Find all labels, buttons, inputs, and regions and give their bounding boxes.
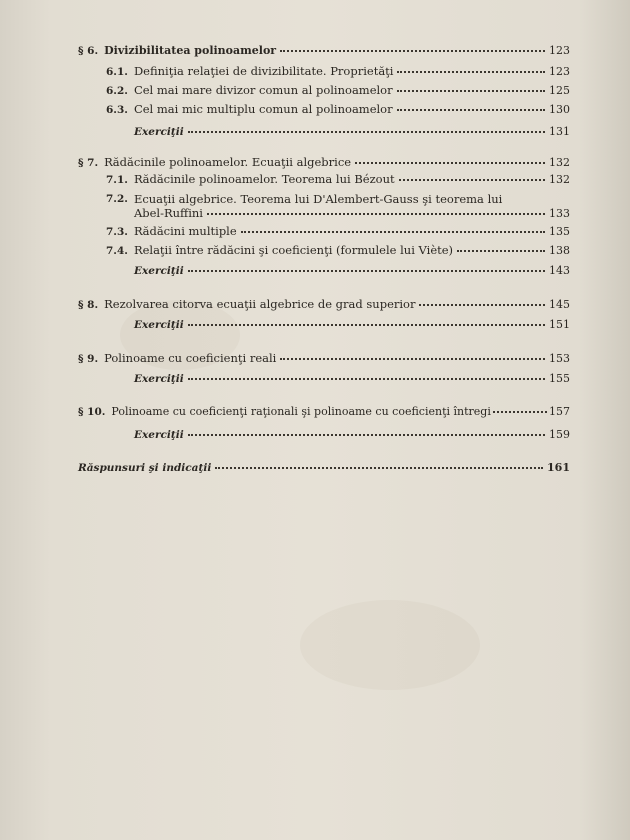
toc-entry-s10 — [78, 405, 570, 419]
page-number: 161 — [547, 461, 570, 474]
section-title: Rădăcinile polinoamelor. Ecuaţii algebrice — [104, 155, 352, 169]
dot-leader — [188, 434, 545, 436]
toc-entry-s9-exercises — [134, 372, 570, 386]
toc-entry-s7 — [78, 155, 570, 170]
toc-entry-s10-exercises — [134, 428, 570, 442]
dot-leader — [399, 179, 545, 181]
answers-title: Răspunsuri şi indicaţii — [78, 462, 212, 474]
page-number: 153 — [549, 352, 570, 365]
dot-leader — [457, 250, 545, 252]
dot-leader — [188, 270, 545, 272]
page-number: 132 — [549, 156, 570, 169]
section-number: § 7. — [78, 157, 99, 169]
toc-entry-s6-3 — [106, 102, 570, 117]
dot-leader — [419, 304, 545, 306]
toc-entry-s7-exercises — [134, 264, 570, 278]
dot-leader — [241, 231, 545, 233]
subsection-number: 6.1. — [106, 66, 128, 78]
section-title: Divizibilitatea polinoamelor — [104, 44, 277, 57]
page-number: 135 — [549, 225, 570, 238]
exercises-title: Exerciţii — [134, 373, 184, 385]
subsection-title: Relaţii între rădăcini şi coeficienţi (formulele lui Viète) — [133, 243, 454, 257]
toc-entry-s7-2 — [106, 192, 570, 221]
section-number: § 10. — [78, 406, 106, 418]
subsection-title: Rădăcini multiple — [133, 224, 237, 238]
toc-entry-s7-1 — [106, 172, 570, 187]
dot-leader — [188, 324, 545, 326]
page-number: 159 — [549, 428, 570, 441]
page-number: 125 — [549, 84, 570, 97]
toc-entry-s8-exercises — [134, 318, 570, 332]
exercises-title: Exerciţii — [134, 429, 184, 441]
toc-entry-answers — [78, 461, 570, 475]
page-number: 155 — [549, 372, 570, 385]
dot-leader — [397, 90, 545, 92]
subsection-title: Definiţia relaţiei de divizibilitate. Proprietăţi — [133, 64, 394, 78]
page-number: 138 — [549, 244, 570, 257]
subsection-title-line2: Abel-Ruffini — [133, 206, 203, 220]
subsection-number: 7.3. — [106, 226, 128, 238]
subsection-number: 6.3. — [106, 104, 128, 116]
page-number: 132 — [549, 173, 570, 186]
dot-leader — [355, 162, 545, 164]
page-number: 123 — [549, 44, 570, 57]
subsection-number: 7.4. — [106, 245, 128, 257]
section-title: Rezolvarea citorva ecuaţii algebrice de grad superior — [104, 297, 416, 311]
subsection-number: 7.1. — [106, 174, 128, 186]
dot-leader — [188, 378, 545, 380]
toc-entry-s6 — [78, 44, 570, 58]
dot-leader — [397, 71, 545, 73]
dot-leader — [397, 109, 545, 111]
section-number: § 6. — [78, 45, 99, 57]
subsection-title-line2-row — [134, 206, 570, 221]
dot-leader — [280, 358, 545, 360]
toc-entry-s6-2 — [106, 83, 570, 98]
dot-leader — [188, 131, 545, 133]
toc-entry-s7-3 — [106, 224, 570, 239]
dot-leader — [280, 50, 545, 52]
dot-leader — [207, 213, 545, 215]
subsection-title-line1: Ecuaţii algebrice. Teorema lui D'Alembert-Gauss şi teorema lui — [133, 192, 503, 206]
section-number: § 9. — [78, 353, 99, 365]
section-number: § 8. — [78, 299, 99, 311]
subsection-number: 6.2. — [106, 85, 128, 97]
page-number: 157 — [549, 405, 570, 418]
exercises-title: Exerciţii — [134, 265, 184, 277]
toc-entry-s8 — [78, 297, 570, 312]
page-number: 131 — [549, 125, 570, 138]
page-number: 123 — [549, 65, 570, 78]
page-number: 143 — [549, 264, 570, 277]
dot-leader — [215, 467, 543, 469]
section-title: Polinoame cu coeficienţi raţionali şi polinoame cu coeficienţi întregi — [111, 405, 491, 418]
subsection-title: Rădăcinile polinoamelor. Teorema lui Bézout — [133, 172, 395, 186]
section-title: Polinoame cu coeficienţi reali — [104, 351, 277, 365]
toc-entry-s7-4 — [106, 243, 570, 258]
subsection-number: 7.2. — [106, 193, 128, 205]
subsection-title-block — [134, 192, 570, 221]
subsection-title: Cel mai mic multiplu comun al polinoamelor — [133, 102, 393, 116]
exercises-title: Exerciţii — [134, 319, 184, 331]
dot-leader — [493, 411, 547, 413]
page-number: 133 — [549, 207, 570, 220]
toc-entry-s6-1 — [106, 64, 570, 79]
subsection-title: Cel mai mare divizor comun al polinoamelor — [133, 83, 393, 97]
page-number: 145 — [549, 298, 570, 311]
page-number: 151 — [549, 318, 570, 331]
page-number: 130 — [549, 103, 570, 116]
toc-entry-s9 — [78, 351, 570, 366]
toc-entry-s6-exercises — [134, 125, 570, 139]
exercises-title: Exerciţii — [134, 126, 184, 138]
